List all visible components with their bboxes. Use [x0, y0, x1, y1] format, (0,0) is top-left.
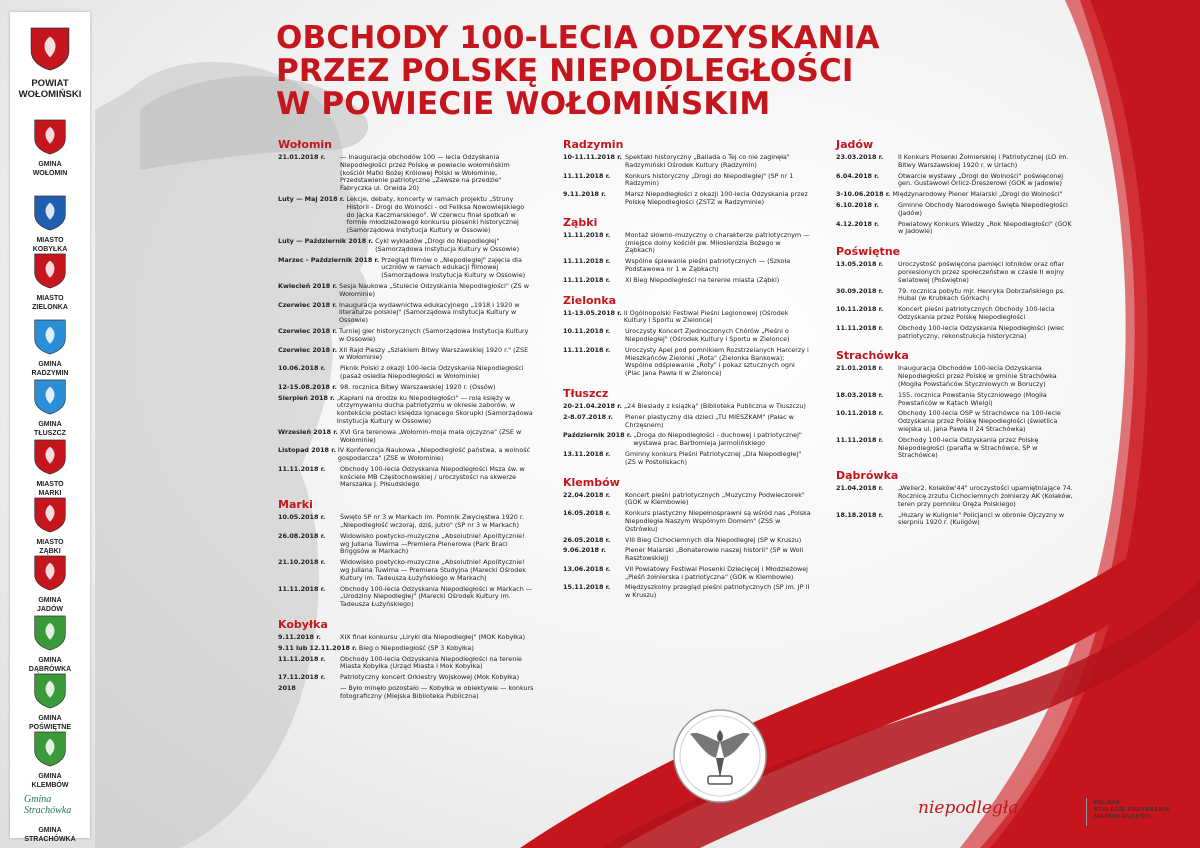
event-description: Wspólne śpiewanie pieśni patriotycznych — (Szkoła Podstawowa nr 1 w Ząbkach) [625, 257, 791, 273]
event-date: 11.11.2018 r. [563, 230, 611, 239]
event-date: 9.11.2018 r. [278, 633, 321, 642]
powiat-crest-icon [29, 26, 71, 72]
event-row [836, 173, 1076, 189]
section-heading: Ząbki [563, 215, 598, 229]
event-row [836, 437, 1076, 460]
event-description: 98. rocznica Bitwy Warszawskiej 1920 r. (Ossów) [340, 382, 496, 391]
event-date: 11.11.2018 r. [836, 323, 884, 332]
signature-line-1: POLSKA [1094, 800, 1121, 806]
section-dąbrówka [836, 469, 1076, 527]
signature-caption [1094, 800, 1170, 821]
event-description: Obchody 100-lecia Odzyskania Niepodległości (wiec patriotyczny, rekonstrukcja historyczna) [898, 323, 1065, 340]
event-row [563, 584, 811, 600]
event-date: 18.18.2018 r. [836, 510, 884, 519]
event-row [836, 512, 1076, 528]
event-description: Święto SP nr 3 w Markach im. Pomnik Zwycięstwa 1920 r. „Niepodległość wczoraj, dziś, jutro" (SP nr 3 w Markach) [340, 513, 524, 530]
event-date: 11.11.2018 r. [563, 257, 611, 266]
event-row [563, 510, 811, 533]
event-description: XIX finał konkursu „Liryki dla Niepodległej" (MOK Kobyłka) [340, 633, 526, 642]
event-description: Widowisko poetycko-muzyczne „Absolutnie! Apolitycznie! wg Juliana Tuwima —Premiera Plenerowa (Park Braci Briggsów w Markach) [340, 531, 525, 556]
wolomin-crest-icon [33, 118, 67, 156]
event-description: 79. rocznica pobytu mjr. Henryka Dobrzańskiego ps. Hubal (w Krubkach Górkach) [898, 286, 1065, 303]
niepodlegla-signature: niepodległa [918, 798, 1019, 818]
event-date: 12-15.08.2018 r. [278, 382, 337, 391]
event-date: 30.09.2018 r. [836, 286, 884, 295]
klembow-crest-icon [33, 730, 67, 768]
event-description: Marsz Niepodległości z okazji 100-lecia Odzyskania przez Polskę Niepodległości (ZSTZ w Radzyminie) [625, 190, 808, 206]
event-date: 13.11.2018 r. [563, 449, 611, 458]
event-date: 10.05.2018 r. [278, 513, 326, 522]
event-date: 20-21.04.2018 r. [563, 401, 622, 410]
event-date: 6.10.2018 r. [836, 200, 879, 209]
event-description: XII Rajd Pieszy „Szlakiem Bitwy Warszawskiej 1920 r." (ZSE w Wołominie) [339, 345, 529, 362]
kobylka-crest-icon [33, 194, 67, 232]
event-row [278, 257, 534, 280]
event-date: 4.12.2018 r. [836, 219, 879, 228]
event-description: XI Bieg Niepodległości na terenie miasta (Ząbki) [625, 275, 780, 284]
event-description: Konkurs plastyczny Niepełnosprawni są wśród nas „Polska Niepodległa Naszym Wspólnym Domem" (ZSS w Ostrówku) [625, 509, 811, 533]
section-heading: Marki [278, 498, 313, 512]
sidebar-label-9: GMINA DĄBRÓWKA [28, 657, 72, 673]
event-row [563, 328, 811, 344]
section-heading: Radzymin [563, 138, 624, 151]
municipality-sidebar [10, 12, 90, 843]
event-row [836, 202, 1076, 218]
sidebar-label-3: MIASTO ZIELONKA [32, 295, 68, 311]
event-date: 11.11.2018 r. [836, 435, 884, 444]
event-date: 11-13.05.2018 r. [563, 308, 622, 317]
event-date: Listopad 2018 r. [278, 446, 336, 455]
event-date: 11.11.2018 r. [563, 345, 611, 354]
event-date: 2018 [278, 684, 296, 693]
event-date: 9.11 lub 12.11.2018 r. [278, 643, 357, 652]
title-line-2: PRZEZ POLSKĘ NIEPODLEGŁOŚCI [276, 53, 854, 89]
event-date: Październik 2018 r. [563, 431, 632, 440]
event-row [563, 414, 811, 430]
sidebar-label-0: POWIAT WOŁOMIŃSKI [18, 78, 82, 100]
sidebar-label-7: MIASTO ZĄBKI [36, 539, 64, 555]
event-date: 11.11.2018 r. [278, 654, 326, 663]
sidebar-label-12: GMINA STRACHÓWKA [24, 827, 76, 843]
event-date: 11.11.2018 r. [278, 464, 326, 473]
event-description: — Było minęło pozostało — Kobyłka w obiektywie — konkurs fotograficzny (Miejska Biblioteka Publiczna) [340, 684, 534, 700]
event-row [563, 310, 811, 326]
sidebar-label-5: GMINA TŁUSZCZ [34, 421, 66, 437]
event-date: 6.04.2018 r. [836, 171, 879, 180]
event-description: — Inauguracja obchodów 100 — lecia Odzyskania Niepodległości przez Polskę w powiecie wołomińskim (kościół Matki Bożej Królowej Polski w Wołominie, Przedstawienie patriotyczne „Zawsze na przedzie" Fabryczka ul. Orwida 20) [340, 153, 510, 193]
event-description: VII Powiatowy Festiwal Piosenki Dziecięcej i Młodzieżowej „Pieśń żołnierska i patriotyczna" (GOK w Klembowie) [625, 564, 808, 581]
event-row [278, 395, 534, 426]
event-row [563, 173, 811, 189]
event-description: „Weller2. Kołaków'44" uroczystości upamiętniające 74. Rocznicę zrzutu Cichociemnych żołnierzy AK (Kołaków, teren przy pomniku Oręża Polskiego) [898, 484, 1073, 508]
event-description: „Kapłani na drodze ku Niepodległości" — rola księży w utrzymywaniu ducha patriotyzmu w okresie zaborów, w kontekście postaci księdza Ignacego Skorupki (Samorządowa Instytucja Kultury w Ossowie) [336, 393, 533, 425]
signature-divider [1086, 798, 1087, 826]
event-date: Sierpień 2018 r. [278, 393, 335, 402]
event-row [563, 537, 811, 545]
section-heading: Kobyłka [278, 618, 328, 632]
event-description: Gminny konkurs Pieśni Patriotycznej „Dla Niepodległej" (ZS w Postoliskach) [625, 449, 802, 466]
event-row [836, 288, 1076, 304]
event-date: 13.05.2018 r. [836, 260, 884, 269]
event-date: 15.11.2018 r. [563, 583, 611, 592]
event-row [563, 566, 811, 582]
jadow-crest-icon [33, 554, 67, 592]
event-row [563, 547, 811, 563]
section-klembów [563, 476, 811, 601]
event-row [278, 238, 534, 254]
event-description: II Konkurs Piosenki Żołnierskiej i Patriotycznej (LO im. Bitwy Warszawskiej 1920 r. w Urlach) [898, 153, 1069, 169]
event-row [278, 514, 534, 530]
event-description: Piknik Polski z okazji 100-lecia Odzyskania Niepodległości (pasaż osiedla Niepodległości w Wołominie) [340, 364, 524, 380]
event-date: 3-10.06.2018 r. [836, 190, 891, 199]
section-heading: Zielonka [563, 293, 617, 307]
event-description: XVI Gra terenowa „Wołomin-moja mała ojczyzna" (ZSE w Wołominie) [339, 427, 522, 444]
event-date: 9.11.2018 r. [563, 190, 606, 199]
event-description: Konkurs historyczny „Drogi do Niepodległej" (SP nr 1 Radzymin) [625, 171, 794, 188]
event-row [278, 283, 534, 299]
zabki-crest-icon [33, 496, 67, 534]
event-date: 13.06.2018 r. [563, 564, 611, 573]
event-date: 21.10.2018 r. [278, 558, 326, 567]
event-row [836, 154, 1076, 170]
zielonka-crest-icon [33, 252, 67, 290]
event-description: 155. rocznica Powstania Styczniowego (Mogiła Powstańców w Kątach Wielgi) [898, 390, 1047, 407]
event-row [836, 485, 1076, 508]
event-date: Czerwiec 2018 r. [278, 326, 338, 335]
events-column-3 [836, 138, 1076, 536]
signature-line-2: STULECIE ODZYSKANIA [1094, 807, 1170, 813]
event-description: Inauguracja wydawnictwa edukacyjnego „1918 i 1920 w literaturze polskiej" (Samorządowa Instytucja Kultury w Ossowie) [339, 300, 520, 325]
event-row [278, 302, 534, 325]
event-date: 11.11.2018 r. [278, 584, 326, 593]
tluszcz-crest-icon [33, 378, 67, 416]
event-description: Plener Malarski „Bohaterowie naszej historii" (SP w Woli Rasztowskiej) [625, 546, 804, 563]
title-line-1: OBCHODY 100-LECIA ODZYSKANIA [276, 20, 880, 56]
event-description: Uroczysty Koncert Zjednoczonych Chórów „Pieśni o Niepodległej" (Ośrodek Kultury i Sportu w Zielonce) [625, 327, 790, 343]
event-date: 9.06.2018 r. [563, 546, 606, 555]
event-date: 10.11.2018 r. [836, 305, 884, 314]
event-date: 26.05.2018 r. [563, 535, 611, 544]
section-wołomin [278, 138, 534, 489]
legion-eagle-emblem-icon [672, 708, 768, 804]
event-row [278, 674, 534, 682]
event-row [278, 656, 534, 672]
event-row [278, 365, 534, 381]
event-row [278, 586, 534, 609]
event-row [278, 328, 534, 344]
section-poświętne [836, 245, 1076, 340]
event-description: „Droga do Niepodległości - duchowej i patriotycznej" wystawa prac Bartłomieja Jarmolińskiego [633, 431, 802, 448]
event-date: 21.04.2018 r. [836, 484, 884, 493]
events-column-1 [278, 138, 534, 710]
section-marki [278, 498, 534, 609]
section-jadów [836, 138, 1076, 236]
event-description: Międzyszkolny przegląd pieśni patriotycznych (SP im. JP II w Kruszu) [625, 583, 810, 600]
event-row [563, 432, 811, 448]
event-date: 2-8.07.2018 r. [563, 412, 613, 421]
event-row [563, 451, 811, 467]
event-description: Obchody 100-lecia Odzyskania przez Polskę Niepodległości (parafia w Strachówce, SP w Strachówce) [898, 435, 1039, 460]
event-description: „24 Biesiady z książką" (Biblioteka Publiczna w Tłuszczu) [623, 401, 806, 410]
strachowka-logo-text: Gmina Strachówka [24, 794, 72, 816]
event-description: Bieg o Niepodległość (SP 3 Kobyłka) [358, 643, 474, 652]
event-date: Wrzesień 2018 r. [278, 427, 338, 436]
event-date: 10-11.11.2018 r. [563, 153, 622, 161]
page-title [276, 22, 880, 121]
event-row [836, 392, 1076, 408]
event-date: Luty — Maj 2018 r. [278, 194, 345, 203]
event-row [278, 429, 534, 445]
event-date: 21.01.2018 r. [836, 364, 884, 373]
event-row [278, 347, 534, 363]
event-description: Uroczystość poświęcona pamięci lotników oraz ofiar poniesionych przez społeczeństwo w czasie II wojny światowej (Poświętne) [898, 260, 1065, 284]
event-description: IV Konferencja Naukowa „Niepodległość państwa, a wolność gospodarcza" (ZSE w Wołominie) [337, 446, 531, 463]
event-description: Montaż słowno-muzyczny o charakterze patriotycznym — (miejsce dolny kościół pw. Miłosierdzia Bożego w Ząbkach) [625, 230, 810, 255]
sidebar-label-10: GMINA POŚWIĘTNE [28, 715, 71, 731]
event-row [278, 559, 534, 582]
section-ząbki [563, 216, 811, 285]
event-date: Czerwiec 2018 r. [278, 345, 338, 354]
event-date: Czerwiec 2018 r. [278, 300, 338, 309]
sidebar-label-6: MIASTO MARKI [36, 481, 64, 497]
event-description: Obchody 100-lecia OSP w Strachówce na 100-lecie Odzyskania przez Polskę Niepodległości (świetlica wiejska ul. Jana Pawła II 24 Strachówka) [898, 409, 1061, 433]
event-row [278, 645, 534, 653]
event-date: 10.06.2018 r. [278, 364, 326, 373]
event-date: 22.04.2018 r. [563, 490, 611, 499]
radzymin-crest-icon [33, 318, 67, 356]
sidebar-label-1: GMINA WOŁOMIN [32, 161, 68, 177]
event-description: Obchody 100-lecia Odzyskania Niepodległości Msza św. w kościele MB Częstochowskiej / uroczystości na skwerze Marszałka J. Piłsudskiego [340, 464, 525, 489]
event-row [278, 384, 534, 392]
event-date: 17.11.2018 r. [278, 673, 326, 682]
event-row [563, 347, 811, 378]
event-row [563, 403, 811, 411]
sidebar-label-2: MIASTO KOBYŁKA [32, 237, 68, 253]
event-row [278, 196, 534, 235]
title-line-3: W POWIECIE WOŁOMIŃSKIM [276, 86, 771, 122]
event-row [278, 447, 534, 463]
event-row [563, 232, 811, 255]
event-row [836, 410, 1076, 433]
event-description: Uroczysty Apel pod pomnikiem Rozstrzelanych Harcerzy i Mieszkańców Zielonki „Rota" (Zielonka Bankowa); Wspólne odśpiewanie „Roty" i pokaz sztucznych ogni (Plac Jana Pawła II w Zielonce) [625, 345, 809, 378]
section-heading: Dąbrówka [836, 469, 899, 483]
event-description: Plener plastyczny dla dzieci „TU MIESZKAM" (Pałac w Chrzęsnem) [625, 412, 794, 429]
event-description: Inauguracja Obchodów 100-lecia Odzyskania Niepodległości przez Polskę w gminie Strachówka (Mogiła Powstańców Styczniowych w Boruczy) [898, 364, 1057, 388]
sidebar-label-11: GMINA KLEMBÓW [31, 773, 69, 789]
event-row [278, 533, 534, 556]
section-heading: Jadów [836, 138, 874, 151]
event-description: Spektakl historyczny „Ballada o Tej co nie zaginęła" Radzymiński Ośrodek Kultury (Radzymin) [625, 153, 790, 169]
event-description: Turniej gier historycznych (Samorządowa Instytucja Kultury w Ossowie) [339, 326, 529, 343]
section-heading: Poświętne [836, 245, 901, 259]
event-row [278, 154, 534, 193]
event-date: 21.01.2018 r. [278, 153, 326, 161]
dabrowka-crest-icon [33, 614, 67, 652]
event-date: 26.08.2018 r. [278, 531, 326, 540]
section-heading: Wołomin [278, 138, 333, 151]
event-row [836, 306, 1076, 322]
section-zielonka [563, 294, 811, 378]
event-description: Obchody 100-lecia Odzyskania Niepodległości na terenie Miasta Kobyłka (Urząd Miasta i Mok Kobyłka) [340, 654, 522, 671]
event-description: Cykl wykładów „Drogi do Niepodległej" (Samorządowa Instytucja Kultury w Ossowie) [375, 236, 520, 253]
event-row [836, 221, 1076, 237]
sidebar-label-4: GMINA RADZYMIN [31, 361, 69, 377]
event-row [836, 261, 1076, 284]
event-description: Powiatowy Konkurs Wiedzy „Rok Niepodległości" (GOK w Jadowie) [898, 219, 1072, 236]
section-tłuszcz [563, 387, 811, 467]
event-description: II Ogólnopolski Festiwal Pieśni Legionowej (Ośrodek Kultury i Sportu w Zielonce) [623, 308, 789, 325]
event-description: VIII Bieg Cichociemnych dla Niepodległej (SP w Kruszu) [625, 535, 802, 544]
event-date: 11.11.2018 r. [563, 171, 611, 180]
event-description: Patriotyczny koncert Orkiestry Wojskowej (Mok Kobyłka) [340, 673, 520, 682]
sidebar-label-8: GMINA JADÓW [36, 597, 64, 613]
event-row [563, 191, 811, 207]
event-date: 23.03.2018 r. [836, 153, 884, 161]
event-description: Sesja Naukowa „Stulecie Odzyskania Niepodległości" (ZS w Wołominie) [339, 281, 529, 298]
event-description: Otwarcie wystawy „Drogi do Wolności" poświęconej gen. Gustawowi Orlicz-Dreszerowi (GOK w Jadowie) [898, 171, 1064, 188]
event-description: Obchody 100-lecia Odzyskania Niepodległości w Markach — „Urodziny Niepodległej" (Marecki Ośrodek Kultury im. Tadeusza Łużyńskiego) [340, 584, 533, 609]
marki-crest-icon [33, 438, 67, 476]
section-heading: Strachówka [836, 349, 909, 363]
event-row [836, 191, 1076, 199]
strachowka-logo-icon [24, 794, 80, 824]
event-row [563, 258, 811, 274]
event-description: Koncert pieśni patriotycznych Obchody 100-lecia Odzyskania przez Polskę Niepodległości [898, 305, 1055, 321]
event-row [836, 365, 1076, 388]
event-description: „Huzary w Kulignie" Policjanci w obronie Ojczyzny w sierpniu 1920 r. (Kuligów) [898, 510, 1065, 527]
section-heading: Tłuszcz [563, 386, 609, 400]
event-row [278, 685, 534, 701]
event-description: Lekcje, debaty, koncerty w ramach projektu „Struny Historii - Drogi do Wolności - od Feliksa Nowowiejskiego do Jacka Kaczmarskiego". W czerwcu finał spotkań w formie młodzieżowego konkursu piosenki historycznej (Samorządowa Instytucja Kultury w Ossowie) [346, 194, 525, 235]
event-row [836, 325, 1076, 341]
event-description: Międzynarodowy Plener Malarski „Drogi do Wolności" [892, 190, 1063, 199]
event-date: 10.11.2018 r. [563, 327, 611, 336]
poswietne-crest-icon [33, 672, 67, 710]
section-heading: Klembów [563, 475, 620, 489]
event-description: Przegląd filmów o „Niepodległej" zajęcia dla uczniów w ramach edukacji filmowej (Samorządowa Instytucja Kultury w Ossowie) [381, 255, 526, 280]
event-row [563, 277, 811, 285]
event-date: Luty — Październik 2018 r. [278, 236, 374, 245]
event-row [563, 154, 811, 170]
event-date: Marzec - Październik 2018 r. [278, 255, 380, 264]
event-date: 16.05.2018 r. [563, 509, 611, 518]
event-description: Koncert pieśni patriotycznych „Muzyczny Podwieczorek" (GOK w Klembowie) [625, 490, 805, 507]
event-row [278, 634, 534, 642]
event-date: 18.03.2018 r. [836, 390, 884, 399]
event-date: 11.11.2018 r. [563, 275, 611, 284]
event-description: Gminne Obchody Narodowego Święta Niepodległości (Jadów) [898, 200, 1068, 217]
event-date: Kwiecień 2018 r. [278, 281, 338, 290]
event-row [278, 466, 534, 489]
event-date: 10.11.2018 r. [836, 409, 884, 418]
events-column-2 [563, 138, 811, 609]
section-strachówka [836, 349, 1076, 460]
section-radzymin [563, 138, 811, 207]
signature-line-3: NIEPODLEGŁOŚCI [1094, 814, 1152, 820]
event-description: Widowisko poetycko-muzyczne „Absolutnie! Apolitycznie! wg Juliana Tuwima — Premiera Studyjna (Marecki Ośrodek Kultury im. Tadeusza Łużyńskiego w Markach) [340, 558, 526, 582]
section-kobyłka [278, 618, 534, 701]
event-row [563, 492, 811, 508]
